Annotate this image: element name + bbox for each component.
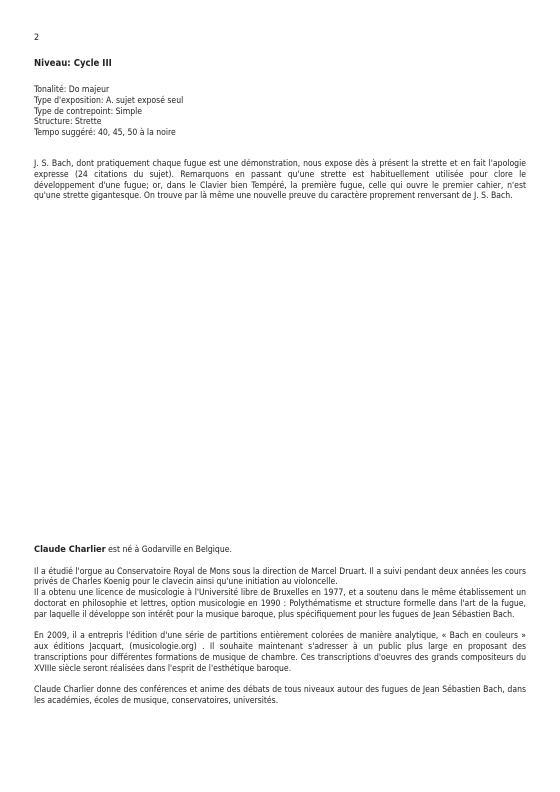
bio-paragraph-education: Il a étudié l'orgue au Conservatoire Royal de Mons sous la direction de Marcel Druart. Il a suivi pendant deux années les cours privés de Charles Koenig pour le clavecin ainsi qu'une initiation au violoncelle. xyxy=(34,566,526,588)
intro-paragraph: J. S. Bach, dont pratiquement chaque fugue est une démonstration, nous expose dès à présent la strette et en fait l'apologie expresse (24 citations du sujet). Remarquons en passant qu'une strette est habituellement utilisée pour clore le développement d'une fugue; or, dans le Clavier bien Tempéré, la première fugue, celle qui ouvre le premier cahier, n'est qu'une strette gigantesque. On trouve par là même une nouvelle preuve du caractère proprement renversant de J. S. Bach. xyxy=(34,159,526,202)
intro-section xyxy=(34,159,526,202)
meta-exposition-type: Type d'exposition: A. sujet exposé seul xyxy=(34,95,184,106)
bio-paragraph-editions: En 2009, il a entrepris l'édition d'une série de partitions entièrement colorées de manière analytique, « Bach en couleurs » aux éditions Jacquart, (musicologie.org) . Il souhaite maintenant s'adresser à un public plus large en proposant des transcriptions pour différentes formations de musique de chambre. Ces transcriptions d'oeuvres des grands compositeurs du XVIIIe siècle seront réalisées dans l'esprit de l'esthétique baroque. xyxy=(34,631,526,674)
meta-tempo: Tempo suggéré: 40, 45, 50 à la noire xyxy=(34,128,176,139)
bio-paragraph-doctorate: Il a obtenu une licence de musicologie à l'Université libre de Bruxelles en 1977, et a soutenu dans le même établissement un doctorat en philosophie et lettres, option musicologie en 1990 : Polythématisme et structure formelle dans l'art de la fugue, par laquelle il développe son intérêt pour la musique baroque, plus spécifiquement pour les fugues de Jean Sébastien Bach. xyxy=(34,588,526,620)
fugue-metadata xyxy=(34,85,524,139)
author-birthplace: est né à Godarville en Belgique. xyxy=(105,545,232,555)
bio-intro xyxy=(34,545,526,556)
meta-structure: Structure: Strette xyxy=(34,117,102,128)
meta-tonality: Tonalité: Do majeur xyxy=(34,85,110,95)
author-name: Claude Charlier xyxy=(34,544,106,555)
level-heading: Niveau: Cycle III xyxy=(34,58,112,69)
bio-paragraph-conferences: Claude Charlier donne des conférences et anime des débats de tous niveaux autour des fugues de Jean Sébastien Bach, dans les académies, écoles de musique, conservatoires, universités. xyxy=(34,685,526,707)
page-number: 2 xyxy=(34,33,40,43)
meta-counterpoint-type: Type de contrepoint: Simple xyxy=(34,106,143,117)
author-bio xyxy=(34,545,526,718)
